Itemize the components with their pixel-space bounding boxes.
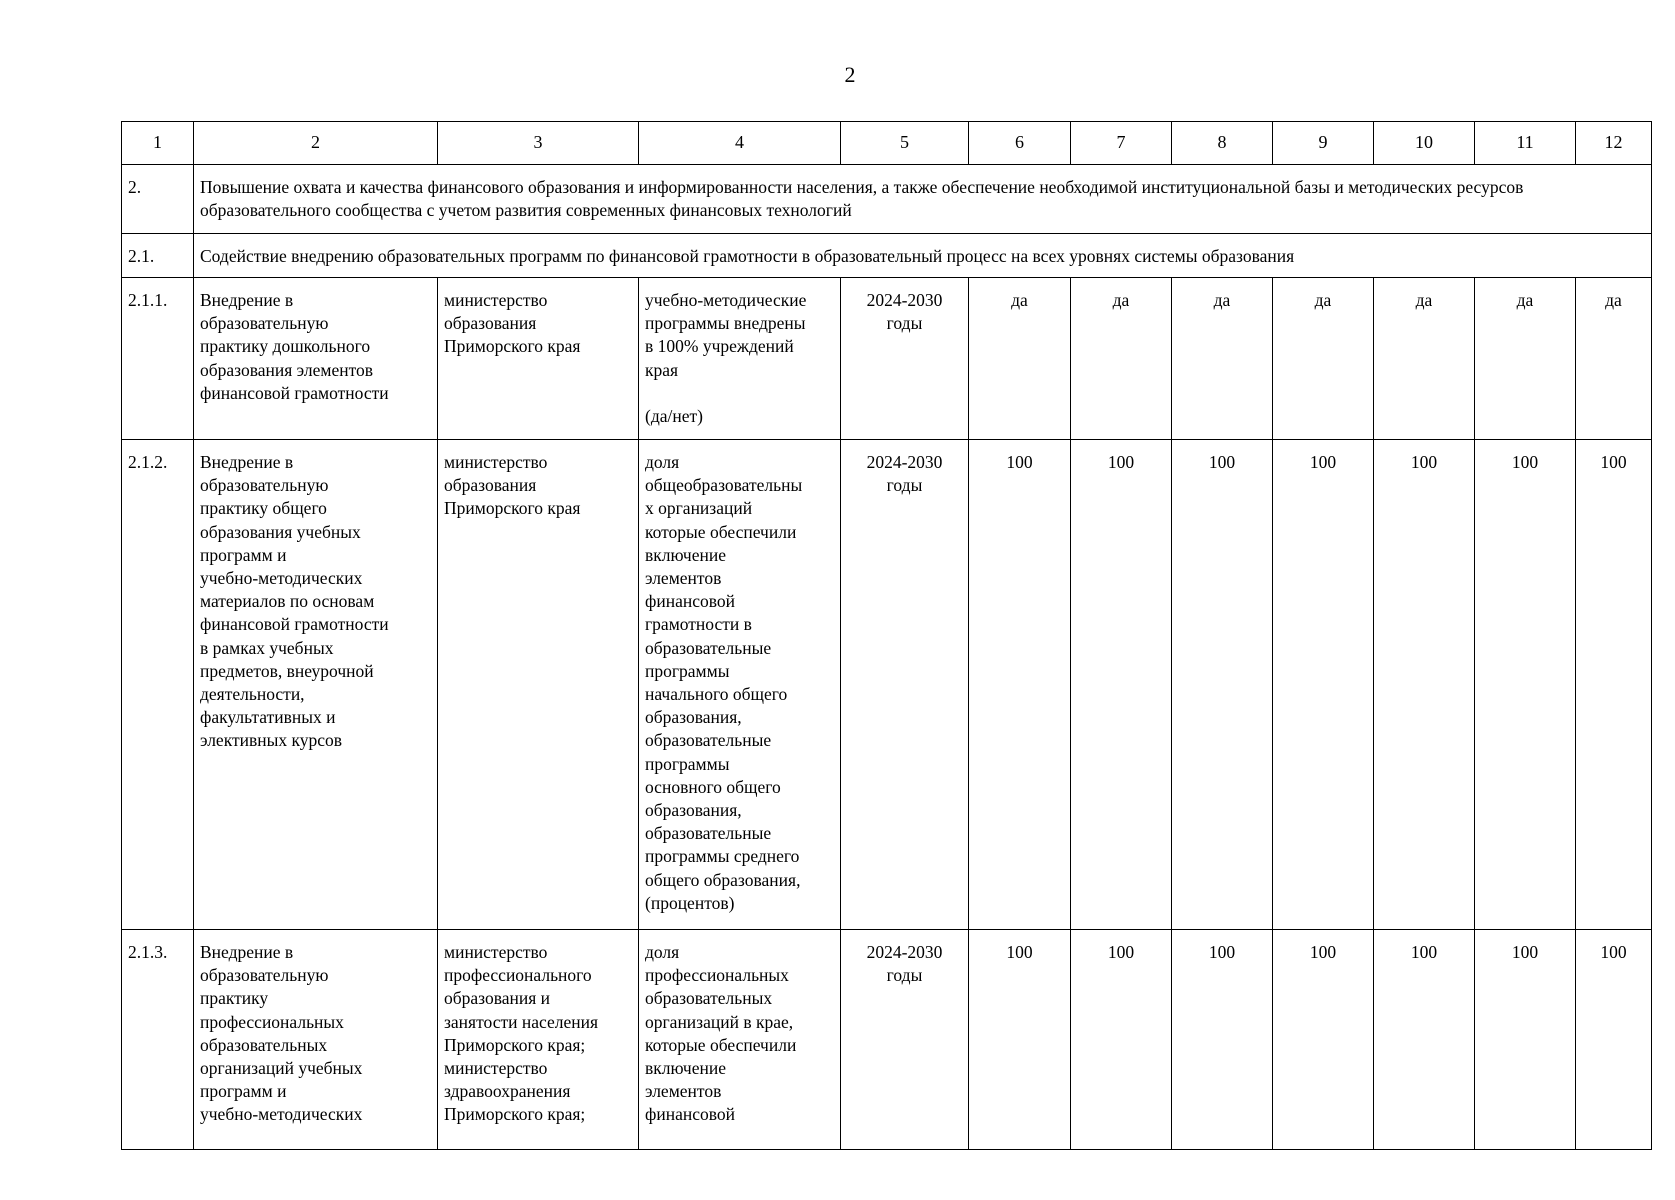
year-value: 100 <box>1475 440 1576 930</box>
year-value: да <box>1576 278 1652 440</box>
year-value: да <box>1172 278 1273 440</box>
year-value: да <box>1071 278 1172 440</box>
section-number: 2. <box>122 165 194 234</box>
year-value: да <box>1475 278 1576 440</box>
period: 2024-2030 годы <box>841 440 969 930</box>
period: 2024-2030 годы <box>841 278 969 440</box>
indicator: доля общеобразовательны х организаций которые обеспечили включение элементов финансовой грамотности в образовательные программы начального общего образования, образовательные программы основного общего образования, образовательные программы среднего общего образования, (процентов) <box>639 440 841 930</box>
executor: министерство образования Приморского края <box>438 440 639 930</box>
section-title: Содействие внедрению образовательных программ по финансовой грамотности в образовательный процесс на всех уровнях системы образования <box>194 234 1652 278</box>
row-number: 2.1.2. <box>122 440 194 930</box>
column-number: 2 <box>194 122 438 165</box>
activity-name: Внедрение в образовательную практику общего образования учебных программ и учебно-методических материалов по основам финансовой грамотности в рамках учебных предметов, внеурочной деятельности, факультативных и элективных курсов <box>194 440 438 930</box>
year-value: 100 <box>1172 440 1273 930</box>
column-number-row <box>122 122 1652 165</box>
column-number: 11 <box>1475 122 1576 165</box>
column-number: 3 <box>438 122 639 165</box>
table-row <box>122 930 1652 1150</box>
year-value: да <box>969 278 1071 440</box>
table-row <box>122 278 1652 440</box>
row-number: 2.1.1. <box>122 278 194 440</box>
activity-name: Внедрение в образовательную практику дошкольного образования элементов финансовой грамотности <box>194 278 438 440</box>
year-value: 100 <box>1273 440 1374 930</box>
table-row <box>122 440 1652 930</box>
indicator: доля профессиональных образовательных организаций в крае, которые обеспечили включение элементов финансовой <box>639 930 841 1150</box>
column-number: 8 <box>1172 122 1273 165</box>
year-value: 100 <box>1374 930 1475 1150</box>
executor: министерство образования Приморского края <box>438 278 639 440</box>
column-number: 4 <box>639 122 841 165</box>
year-value: да <box>1273 278 1374 440</box>
column-number: 7 <box>1071 122 1172 165</box>
year-value: 100 <box>1071 930 1172 1150</box>
year-value: 100 <box>1576 930 1652 1150</box>
column-number: 1 <box>122 122 194 165</box>
column-number: 9 <box>1273 122 1374 165</box>
column-number: 6 <box>969 122 1071 165</box>
section-row <box>122 234 1652 278</box>
column-number: 5 <box>841 122 969 165</box>
row-number: 2.1.3. <box>122 930 194 1150</box>
year-value: 100 <box>969 440 1071 930</box>
year-value: 100 <box>1374 440 1475 930</box>
page-number: 2 <box>844 62 856 87</box>
section-title: Повышение охвата и качества финансового образования и информированности населения, а также обеспечение необходимой институциональной базы и методических ресурсов образовательного сообщества с учетом развития современных финансовых технологий <box>194 165 1652 234</box>
activity-name: Внедрение в образовательную практику профессиональных образовательных организаций учебных программ и учебно-методических <box>194 930 438 1150</box>
year-value: 100 <box>1576 440 1652 930</box>
year-value: да <box>1374 278 1475 440</box>
year-value: 100 <box>1273 930 1374 1150</box>
indicator: учебно-методические программы внедрены в 100% учреждений края (да/нет) <box>639 278 841 440</box>
column-number: 10 <box>1374 122 1475 165</box>
executor: министерство профессионального образования и занятости населения Приморского края; министерство здравоохранения Приморского края; <box>438 930 639 1150</box>
year-value: 100 <box>1071 440 1172 930</box>
column-number: 12 <box>1576 122 1652 165</box>
year-value: 100 <box>1172 930 1273 1150</box>
year-value: 100 <box>969 930 1071 1150</box>
year-value: 100 <box>1475 930 1576 1150</box>
section-number: 2.1. <box>122 234 194 278</box>
section-row <box>122 165 1652 234</box>
activities-table <box>121 121 1652 1150</box>
period: 2024-2030 годы <box>841 930 969 1150</box>
